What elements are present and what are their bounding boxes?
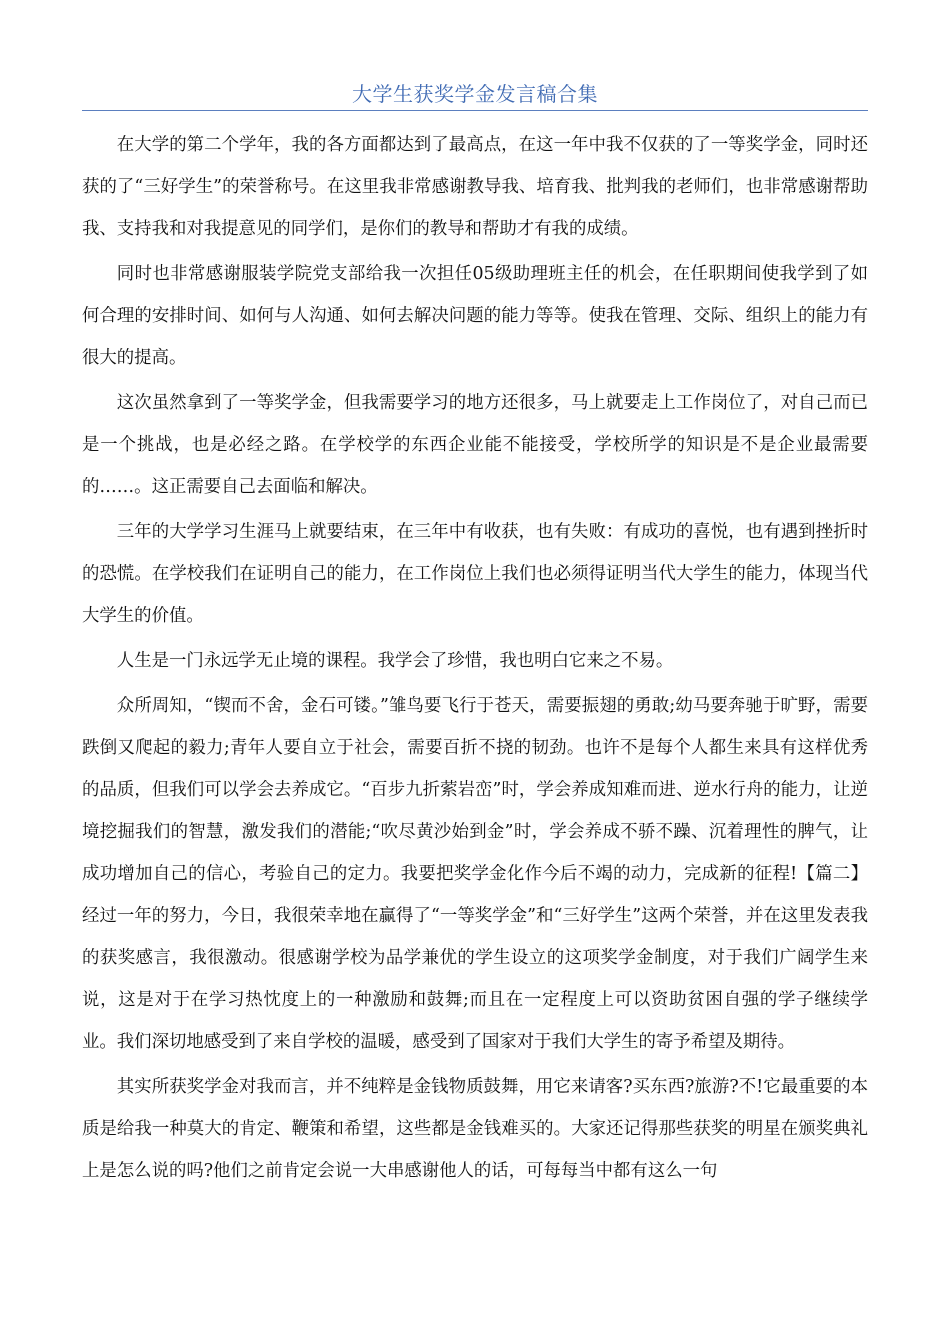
document-title: 大学生获奖学金发言稿合集 (352, 82, 598, 106)
paragraph-5: 人生是一门永远学无止境的课程。我学会了珍惜，我也明白它来之不易。 (116, 651, 674, 671)
document-header (82, 78, 868, 111)
paragraph-6: 众所周知，“锲而不舍，金石可镂。”雏鸟要飞行于苍天，需要振翅的勇敢;幼马要奔驰于旷野，需要跌倒又爬起的毅力;青年人要自立于社会，需要百折不挠的韧劲。也许不是每个人都生来具有这样优秀的品质，但我们可以学会去养成它。“百步九折萦岩峦”时，学会养成知难而进、逆水行舟的能力，让逆境挖掘我们的智慧，激发我们的潜能;“吹尽黄沙始到金”时，学会养成不骄不躁、沉着理性的脾气，让成功增加自己的信心，考验自己的定力。我要把奖学金化作今后不竭的动力，完成新的征程!【篇二】经过一年的努力，今日，我很荣幸地在赢得了“一等奖学金”和“三好学生”这两个荣誉，并在这里发表我的获奖感言，我很激动。很感谢学校为品学兼优的学生设立的这项奖学金制度，对于我们广阔学生来说，这是对于在学习热忱度上的一种激励和鼓舞;而且在一定程度上可以资助贫困自强的学子继续学业。我们深切地感受到了来自学校的温暖，感受到了国家对于我们大学生的寄予希望及期待。 (82, 696, 868, 1052)
paragraph-1: 在大学的第二个学年，我的各方面都达到了最高点，在这一年中我不仅获的了一等奖学金，同时还获的了“三好学生”的荣誉称号。在这里我非常感谢教导我、培育我、批判我的老师们，也非常感谢帮助我、支持我和对我提意见的同学们，是你们的教导和帮助才有我的成绩。 (82, 135, 868, 239)
paragraph-2: 同时也非常感谢服装学院党支部给我一次担任05级助理班主任的机会，在任职期间使我学到了如何合理的安排时间、如何与人沟通、如何去解决问题的能力等等。使我在管理、交际、组织上的能力有很大的提高。 (82, 264, 868, 368)
paragraph-4: 三年的大学学习生涯马上就要结束，在三年中有收获，也有失败：有成功的喜悦，也有遇到挫折时的恐慌。在学校我们在证明自己的能力，在工作岗位上我们也必须得证明当代大学生的能力，体现当代大学生的价值。 (82, 522, 868, 626)
document-body (82, 124, 868, 1192)
paragraph-3: 这次虽然拿到了一等奖学金，但我需要学习的地方还很多，马上就要走上工作岗位了，对自己而已是一个挑战，也是必经之路。在学校学的东西企业能不能接受，学校所学的知识是不是企业最需要的……。这正需要自己去面临和解决。 (82, 393, 868, 497)
paragraph-7: 其实所获奖学金对我而言，并不纯粹是金钱物质鼓舞，用它来请客?买东西?旅游?不!它最重要的本质是给我一种莫大的肯定、鞭策和希望，这些都是金钱难买的。大家还记得那些获奖的明星在颁奖典礼上是怎么说的吗?他们之前肯定会说一大串感谢他人的话，可每每当中都有这么一句 (82, 1077, 868, 1181)
